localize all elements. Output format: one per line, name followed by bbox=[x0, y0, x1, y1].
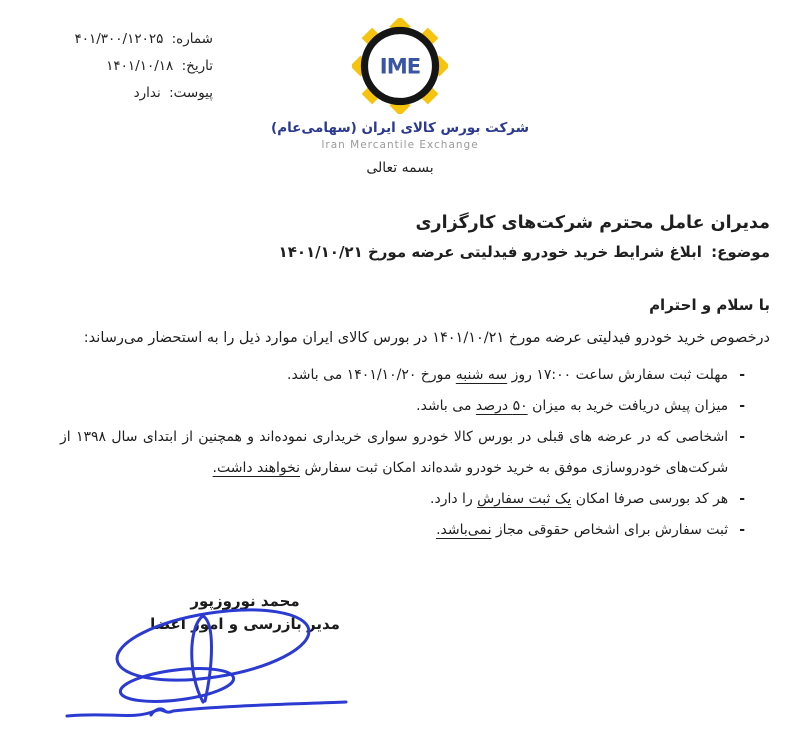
bullet-text-underlined: ۵۰ درصد bbox=[475, 398, 528, 415]
ref-number-label: شماره: bbox=[171, 31, 213, 47]
ref-attachment-label: پیوست: bbox=[169, 85, 213, 101]
bullet-text-underlined: یک ثبت سفارش bbox=[477, 491, 572, 508]
ref-attachment bbox=[35, 80, 213, 107]
bullet-list bbox=[60, 360, 770, 546]
bullet-text-pre: میزان پیش دریافت خرید به میزان bbox=[527, 398, 729, 415]
bullet-text-underlined: نمی‌باشد. bbox=[436, 522, 492, 539]
bullet-dash: - bbox=[739, 398, 745, 415]
bullet-item bbox=[60, 515, 745, 546]
letterhead bbox=[270, 18, 530, 151]
signer-title: مدیر بازرسی و امور اعضا bbox=[150, 615, 340, 634]
bullet-text bbox=[60, 360, 728, 391]
ref-attachment-value: ندارد bbox=[133, 85, 161, 101]
bullet-item bbox=[60, 422, 745, 484]
ref-date-label: تاریخ: bbox=[181, 58, 213, 74]
bullet-text bbox=[60, 391, 728, 422]
signer-name: محمد نوروزپور bbox=[190, 592, 300, 610]
bullet-dash: - bbox=[739, 522, 745, 539]
ref-number-value: ۴۰۱/۳۰۰/۱۲۰۲۵ bbox=[74, 31, 164, 47]
recipient-line: مدیران عامل محترم شرکت‌های کارگزاری bbox=[415, 213, 770, 233]
org-name-en: Iran Mercantile Exchange bbox=[321, 139, 479, 151]
bullet-text-post: می باشد. bbox=[416, 398, 476, 415]
reference-block bbox=[35, 26, 213, 107]
ref-number bbox=[35, 26, 213, 53]
subject-text: ابلاغ شرایط خرید خودرو فیدلیتی عرضه مورخ ۱۴۰۱/۱۰/۲۱ bbox=[278, 242, 702, 261]
bullet-item bbox=[60, 391, 745, 422]
letter-body bbox=[60, 212, 770, 546]
bullet-item bbox=[60, 360, 745, 391]
bullet-dash: - bbox=[739, 367, 745, 384]
ime-logo-icon bbox=[352, 18, 448, 114]
bullet-text-pre: ثبت سفارش برای اشخاص حقوقی مجاز bbox=[491, 522, 729, 539]
bullet-text-pre: مهلت ثبت سفارش ساعت ۱۷:۰۰ روز bbox=[507, 367, 729, 384]
bullet-text-underlined: نخواهند داشت. bbox=[212, 460, 301, 477]
subject-line bbox=[60, 242, 770, 263]
signature-block bbox=[105, 590, 385, 637]
bullet-text bbox=[60, 422, 728, 484]
bullet-text-post: را دارد. bbox=[430, 491, 478, 508]
bullet-text-pre: هر کد بورسی صرفا امکان bbox=[571, 491, 729, 508]
subject-label: موضوع: bbox=[711, 242, 770, 261]
intro-paragraph: درخصوص خرید خودرو فیدلیتی عرضه مورخ ۱۴۰۱/۱۰/۲۱ در بورس کالای ایران موارد ذیل را به استحضار می‌رساند: bbox=[83, 329, 770, 346]
bullet-text bbox=[60, 515, 728, 546]
bullet-item bbox=[60, 484, 745, 515]
org-name-fa: شرکت بورس کالای ایران (سهامی‌عام) bbox=[271, 120, 529, 136]
bullet-text-underlined: سه شنبه bbox=[455, 367, 508, 384]
ref-date bbox=[35, 53, 213, 80]
bullet-dash: - bbox=[739, 429, 745, 446]
bullet-text-post: مورخ ۱۴۰۱/۱۰/۲۰ می باشد. bbox=[287, 367, 456, 384]
ref-date-value: ۱۴۰۱/۱۰/۱۸ bbox=[106, 58, 174, 74]
bullet-dash: - bbox=[739, 491, 745, 508]
logo-monogram: IME bbox=[379, 53, 421, 79]
bullet-text-pre: اشخاصی که در عرضه های قبلی در بورس کالا خودرو سواری خریداری نموده‌اند و همچنین از ابتدای سال ۱۳۹۸ از شرکت‌های خودروسازی موفق به خرید خودرو شده‌اند امکان ثبت سفارش bbox=[60, 429, 729, 477]
bullet-text bbox=[60, 484, 728, 515]
basmala: بسمه تعالی bbox=[366, 160, 434, 176]
salutation: با سلام و احترام bbox=[649, 295, 770, 314]
